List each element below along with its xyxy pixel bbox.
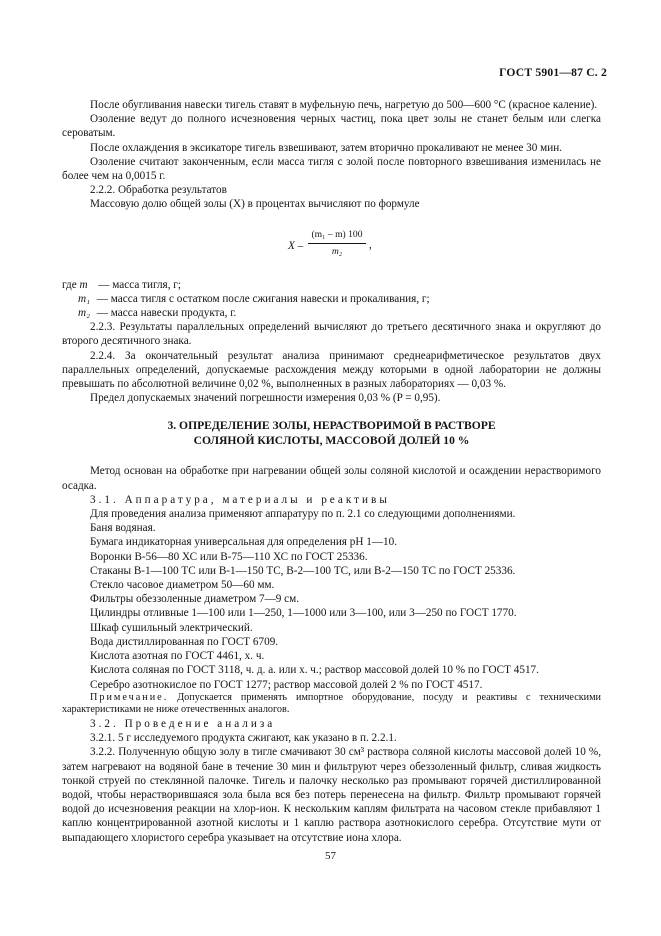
formula xyxy=(62,216,601,274)
list-item: Серебро азотнокислое по ГОСТ 1277; раствор массовой долей 2 % по ГОСТ 4517. xyxy=(90,678,483,691)
list-item: Стекло часовое диаметром 50—60 мм. xyxy=(90,579,275,592)
paragraph: Массовую долю общей золы (X) в процентах вычисляют по формуле xyxy=(90,198,420,211)
document-body xyxy=(62,98,601,845)
paragraph: 2.2.4. За окончательный результат анализа принимают среднеарифметическое результатов двух параллельных определений, допускаемые расхождения между которыми в одной лаборатории не должны превышать по абсолютной величине 0,02 %, выполненных в разных лабораториях — 0,03 %. xyxy=(62,349,601,391)
formula-denominator: m₂ xyxy=(331,245,343,257)
section-title xyxy=(62,419,601,448)
paragraph: Для проведения анализа применяют аппаратуру по п. 2.1 со следующими дополнениями. xyxy=(90,508,516,521)
paragraph: Озоление считают законченным, если масса тигля с золой после повторного взвешивания изменилась не более чем на 0,0015 г. xyxy=(62,155,601,183)
subsection-heading: 2.2.2. Обработка результатов xyxy=(90,184,227,197)
formula-lhs: X – xyxy=(288,239,304,252)
formula-numerator: (m₁ – m) 100 xyxy=(308,228,366,244)
definition-prefix: где xyxy=(62,278,77,291)
formula-comma: , xyxy=(369,238,372,251)
paragraph: После обугливания навески тигель ставят в муфельную печь, нагретую до 500—600 °С (красное каление). xyxy=(90,99,598,111)
definition-text: — масса навески продукта, г. xyxy=(96,307,237,320)
definition-symbol: m₁ xyxy=(78,292,90,305)
definition-line xyxy=(62,292,601,306)
paragraph: 3.2.2. Полученную общую золу в тигле смачивают 30 см³ раствора соляной кислоты массовой долей 10 %, затем нагревают на водяной бане в течение 30 мин и фильтруют через обеззоленный фильтр, сливая жидкость тонкой струей по стеклянной палочке. Тигель и палочку несколько раз промывают горячей дистиллированной водой, чтобы нерастворившаяся зола была вся без потерь перенесена на фильтр. Фильтр промывают горячей водой до исчезновения реакции на хлор-ион. К нескольким каплям фильтрата на часовом стекле прибавляют 1 каплю концентрированной азотной кислоты и 1 каплю раствора азотнокислого серебра. Отсутствие мути от выпадающего хлористого серебра указывает на отсутствие иона хлора. xyxy=(62,746,601,844)
definition-symbol: m xyxy=(79,278,88,291)
definition-text: — масса тигля с остатком после сжигания навески и прокаливания, г; xyxy=(96,292,430,305)
paragraph: Предел допускаемых значений погрешности измерения 0,03 % (P = 0,95). xyxy=(90,392,441,405)
section-title-line: СОЛЯНОЙ КИСЛОТЫ, МАССОВОЙ ДОЛЕЙ 10 % xyxy=(193,433,470,447)
page-number: 57 xyxy=(325,850,336,862)
note xyxy=(62,692,601,717)
paragraph: 2.2.3. Результаты параллельных определений вычисляют до третьего десятичного знака и округляют до второго десятичного знака. xyxy=(62,321,601,348)
list-item: Воронки В-56—80 ХС или В-75—110 ХС по ГОСТ 25336. xyxy=(90,550,368,563)
definition-symbol: m₂ xyxy=(78,307,90,320)
definition-line xyxy=(62,306,601,320)
paragraph: Метод основан на обработке при нагревании общей золы соляной кислотой и осаждении нерастворимого осадка. xyxy=(62,465,601,492)
list-item: Баня водяная. xyxy=(90,522,156,535)
note-text: Допускается применять импортное оборудование, посуду и реактивы с техническими характеристиками не ниже отечественных аналогов. xyxy=(62,691,602,716)
section-title-line: 3. ОПРЕДЕЛЕНИЕ ЗОЛЫ, НЕРАСТВОРИМОЙ В РАСТВОРЕ xyxy=(167,419,496,433)
list-item: Цилиндры отливные 1—100 или 1—250, 1—1000 или 3—100, или 3—250 по ГОСТ 1770. xyxy=(90,607,517,620)
definition-line xyxy=(62,278,601,292)
definition-text: — масса тигля, г; xyxy=(98,278,181,291)
paragraph: Озоление ведут до полного исчезновения черных частиц, пока цвет золы не станет белым или слегка сероватым. xyxy=(62,113,601,140)
subsection-heading: 3.1. Аппаратура, материалы и реактивы xyxy=(90,493,390,506)
list-item: Фильтры обеззоленные диаметром 7—9 см. xyxy=(90,593,299,606)
note-label: Примечание. xyxy=(90,691,169,703)
list-item: Бумага индикаторная универсальная для определения pH 1—10. xyxy=(90,536,397,549)
list-item: Стаканы В-1—100 ТС или В-1—150 ТС, В-2—100 ТС, или В-2—150 ТС по ГОСТ 25336. xyxy=(90,564,516,577)
paragraph: 3.2.1. 5 г исследуемого продукта сжигают, как указано в п. 2.2.1. xyxy=(90,732,397,745)
formula-fraction xyxy=(308,228,366,259)
document-header: ГОСТ 5901—87 С. 2 xyxy=(499,66,607,79)
subsection-heading: 3.2. Проведение анализа xyxy=(90,717,276,730)
list-item: Вода дистиллированная по ГОСТ 6709. xyxy=(90,635,279,648)
list-item: Кислота соляная по ГОСТ 3118, ч. д. а. или х. ч.; раствор массовой долей 10 % по ГОСТ 4517. xyxy=(90,664,539,677)
list-item: Кислота азотная по ГОСТ 4461, х. ч. xyxy=(90,650,265,663)
paragraph: После охлаждения в эксикаторе тигель взвешивают, затем вторично прокаливают не менее 30 мин. xyxy=(90,141,563,154)
list-item: Шкаф сушильный электрический. xyxy=(90,621,253,634)
